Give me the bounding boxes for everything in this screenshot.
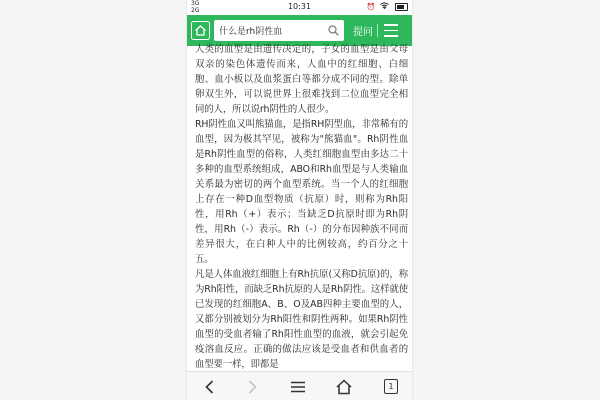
article-paragraph-2: RH阴性血又叫熊猫血，是指RH阴型血，非常稀有的血型，因为极其罕见，被称为"熊猫血"。Rh阴性血是Rh阴性血型的俗称，人类红细胞血型由多达二十多种的血型系统组成，ABO和Rh血型是与人类输血关系最为密切的两个血型系统。当一个人的红细胞上存在一种D血型物质（抗原）时，则称为Rh阳性，用Rh（+）表示；当缺乏D抗原时即为Rh阴性，用Rh（-）表示。Rh（-）的分布因种族不同而差异很大，在白种人中的比例较高，约百分之十五。 [195,119,408,265]
carrier-top: 3G [191,0,200,7]
tab-count-button[interactable]: 1 [384,379,398,394]
nav-divider [377,24,378,37]
clock: 10:31 [287,2,312,11]
home-button[interactable] [191,21,210,40]
article-paragraph-1: 人类的血型是由遗传决定的，子女的血型是由父母双亲的染色体遗传而来，人血中的红细胞、白细胞、血小板以及血浆蛋白等都分成不同的型。除单卵双生外，可以说世界上很难找到二位血型完全相同的人，所以说rh阴性的人很少。 [195,44,408,115]
alarm-icon: ⏰ [366,3,376,11]
menu-icon[interactable] [384,24,398,37]
status-bar [187,0,412,15]
search-query-text: 什么是rh阴性血 [219,27,283,37]
home-icon [191,21,210,40]
back-arrow-icon[interactable] [201,378,219,396]
article-paragraph-3: 凡是人体血液红细胞上有Rh抗原(又称D抗原)的，称为Rh阳性，而缺乏Rh抗原的人是Rh阴性。这样就使已发现的红细胞A、B、O及AB四种主要血型的人，又都分别被划分为Rh阳性和阴性两种。如果Rh阴性血型的受血者输了Rh阳性血型的血液，就会引起免疫溶血反应。正确的做法应该是受血者和供血者的血型要一样，即都是 [195,269,408,370]
wifi-icon [380,3,391,11]
home-icon[interactable] [335,378,353,396]
carrier-bottom: 2G [191,7,200,14]
phone-screen [187,0,412,400]
search-input[interactable] [214,20,344,41]
forward-arrow-icon[interactable] [243,378,261,396]
browser-bottom-toolbar [187,371,412,400]
menu-lines-icon[interactable] [289,378,307,396]
search-icon[interactable] [328,25,339,36]
battery-icon [393,3,408,11]
status-icons [365,2,408,11]
ask-question-button[interactable]: 提问 [353,27,373,38]
article-content [195,42,408,370]
